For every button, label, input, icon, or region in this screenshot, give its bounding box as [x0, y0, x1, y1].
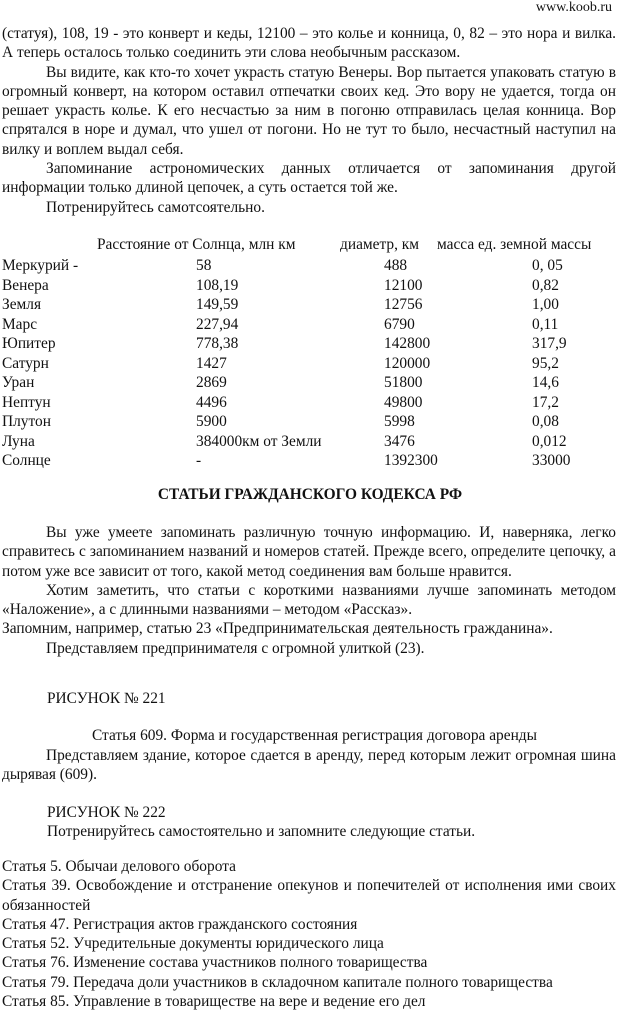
intro-paragraph: Запоминание астрономических данных отличается от запоминания другой информации только длиной цепочек, а суть остается той же.	[2, 160, 616, 197]
planet-name: Сатурн	[2, 354, 49, 372]
diameter-value: 120000	[384, 354, 431, 372]
diameter-value: 488	[384, 257, 408, 274]
distance-value: 384000км от Земли	[196, 432, 322, 450]
mass-value: 33000	[532, 452, 571, 469]
planet-name: Луна	[2, 432, 35, 450]
planet-name: Нептун	[2, 393, 51, 411]
diameter-value: 142800	[384, 335, 431, 352]
distance-value: 108,19	[196, 276, 239, 294]
mass-value: 0,012	[532, 432, 567, 450]
article-item: Статья 76. Изменение состава участников полного товарищества	[2, 954, 428, 972]
mass-value: 14,6	[532, 374, 559, 391]
diameter-value: 12100	[384, 276, 423, 294]
diameter-value: 5998	[384, 413, 415, 430]
mass-value: 0,11	[532, 315, 559, 333]
planet-name: Плутон	[2, 413, 51, 430]
planet-name: Уран	[2, 374, 35, 391]
distance-value: 2869	[196, 374, 227, 391]
article-paragraph: Представляем здание, которое сдается в аренду, перед которым лежит огромная шина дырявая (609).	[2, 747, 616, 784]
planet-name: Меркурий -	[2, 257, 79, 274]
mass-value: 95,2	[532, 354, 559, 372]
mass-value: 17,2	[532, 393, 559, 411]
table-row	[0, 315, 620, 334]
articles-list	[2, 857, 616, 1011]
distance-value: 1427	[196, 354, 227, 372]
diameter-value: 12756	[384, 296, 423, 313]
distance-value: 4496	[196, 393, 227, 411]
table-row	[0, 276, 620, 295]
body-paragraph: Хотим заметить, что статьи с короткими названиями лучше запоминать методом «Наложение», а с длинными названиями – методом «Рассказ».	[2, 581, 616, 619]
body-text	[2, 523, 616, 658]
diameter-value: 51800	[384, 374, 423, 391]
article-heading: Статья 609. Форма и государственная регистрация договора аренды	[92, 727, 537, 744]
distance-value: -	[196, 452, 202, 469]
figure-caption: РИСУНОК № 222	[47, 804, 166, 821]
section-title: СТАТЬИ ГРАЖДАНСКОГО КОДЕКСА РФ	[157, 486, 463, 503]
intro-text	[2, 24, 616, 217]
article-item: Статья 47. Регистрация актов гражданского состояния	[2, 915, 358, 933]
table-row	[0, 354, 620, 373]
intro-paragraph: (статуя), 108, 19 - это конверт и кеды, 12100 – это колье и конница, 0, 82 – это нора и вилка. А теперь осталось только соединить эти слова необычным рассказом.	[2, 25, 616, 62]
header-distance: Расстояние от Солнца, млн км	[97, 236, 296, 253]
article-item: Статья 5. Обычаи делового оборота	[2, 858, 236, 875]
distance-value: 5900	[196, 413, 227, 430]
mass-value: 317,9	[532, 335, 567, 352]
figure-caption: РИСУНОК № 221	[47, 690, 166, 707]
article-item: Статья 79. Передача доли участников в складочном капитале полного товарищества	[2, 973, 553, 991]
intro-paragraph: Потренируйтесь самотсоятельно.	[46, 198, 265, 216]
table-row	[0, 412, 620, 431]
body-paragraph: Вы уже умеете запоминать различную точную информацию. И, наверняка, легко справитесь с запоминанием названий и номеров статей. Прежде всего, определите цепочку, а потом уже все зависит от того, какой метод соединения вам больше нравится.	[2, 524, 616, 580]
table-header	[0, 236, 620, 255]
planet-name: Марс	[2, 315, 38, 333]
planet-name: Земля	[2, 296, 42, 313]
table-row	[0, 295, 620, 314]
diameter-value: 3476	[384, 432, 415, 450]
article-item: Статья 85. Управление в товариществе на вере и ведение его дел	[2, 993, 426, 1011]
article-paragraph-block	[2, 746, 616, 785]
planet-name: Солнце	[2, 452, 51, 469]
diameter-value: 49800	[384, 393, 423, 411]
mass-value: 1,00	[532, 296, 559, 313]
mass-value: 0,82	[532, 276, 559, 294]
diameter-value: 6790	[384, 315, 415, 333]
distance-value: 58	[196, 257, 212, 274]
table-row	[0, 373, 620, 392]
article-item: Статья 52. Учредительные документы юридического лица	[2, 935, 384, 953]
table-row	[0, 432, 620, 451]
header-diameter: диаметр, км	[340, 236, 419, 253]
mass-value: 0, 05	[532, 257, 563, 274]
body-paragraph: Представляем предпринимателя с огромной улиткой (23).	[46, 639, 425, 657]
article-item: Статья 39. Освобождение и отстранение опекунов и попечителей от исполнения ими своих обязанностей	[2, 877, 616, 914]
distance-value: 227,94	[196, 315, 239, 333]
header-mass: масса ед. земной массы	[437, 236, 592, 253]
distance-value: 149,59	[196, 296, 239, 313]
intro-paragraph: Вы видите, как кто-то хочет украсть статую Венеры. Вор пытается упаковать статую в огромный конверт, на котором оставил отпечатки своих кед. Это вору не удается, тогда он решает украсть колье. К его несчастью за ним в погоню отправилась целая конница. Вор спрятался в норе и думал, что ушел от погони. Но не тут то было, несчастный наступил на вилку и воплем выдал себя.	[2, 63, 616, 158]
table-row	[0, 451, 620, 470]
body-paragraph: Запомним, например, статью 23 «Предпринимательская деятельность гражданина».	[2, 620, 553, 638]
practice-instruction: Потренируйтесь самостоятельно и запомните следующие статьи.	[47, 823, 476, 840]
distance-value: 778,38	[196, 335, 239, 352]
mass-value: 0,08	[532, 413, 559, 430]
table-row	[0, 334, 620, 353]
planet-name: Юпитер	[2, 335, 56, 352]
table-row	[0, 393, 620, 412]
planet-name: Венера	[2, 276, 49, 294]
site-url[interactable]: www.koob.ru	[535, 0, 612, 15]
table-row	[0, 256, 620, 275]
diameter-value: 1392300	[384, 452, 438, 469]
